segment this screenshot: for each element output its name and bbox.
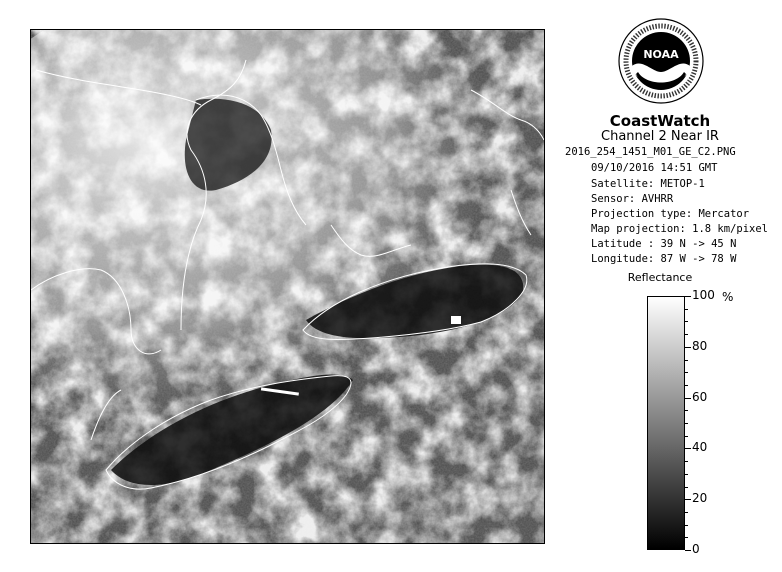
colorbar-tick-label: 80 bbox=[692, 338, 708, 353]
colorbar-minor-tick bbox=[685, 512, 688, 513]
colorbar-minor-tick bbox=[685, 525, 688, 526]
meta-latitude: Latitude : 39 N -> 45 N bbox=[591, 238, 737, 250]
colorbar-tick bbox=[685, 499, 691, 500]
colorbar-minor-tick bbox=[685, 321, 688, 322]
meta-projection: Projection type: Mercator bbox=[591, 208, 750, 220]
colorbar-minor-tick bbox=[685, 309, 688, 310]
colorbar-minor-tick bbox=[685, 487, 688, 488]
colorbar-unit: % bbox=[722, 290, 734, 304]
meta-filename: 2016_254_1451_M01_GE_C2.PNG bbox=[565, 146, 736, 158]
colorbar-tick-label: 20 bbox=[692, 491, 708, 506]
colorbar-minor-tick bbox=[685, 360, 688, 361]
colorbar-minor-tick bbox=[685, 385, 688, 386]
noaa-logo-text: NOAA bbox=[643, 48, 679, 61]
subtitle: Channel 2 Near IR bbox=[601, 129, 719, 144]
colorbar-minor-tick bbox=[685, 423, 688, 424]
colorbar-minor-tick bbox=[685, 537, 688, 538]
colorbar-tick-label: 40 bbox=[692, 440, 708, 455]
title: CoastWatch bbox=[609, 112, 711, 130]
colorbar-tick bbox=[685, 398, 691, 399]
colorbar-tick bbox=[685, 448, 691, 449]
colorbar-tick-label: 0 bbox=[692, 542, 700, 556]
colorbar-tick bbox=[685, 296, 691, 297]
colorbar-minor-tick bbox=[685, 461, 688, 462]
satellite-map bbox=[30, 29, 545, 544]
colorbar-tick-label: 100 bbox=[692, 288, 715, 302]
meta-longitude: Longitude: 87 W -> 78 W bbox=[591, 253, 737, 265]
meta-map-projection: Map projection: 1.8 km/pixel bbox=[591, 223, 769, 235]
colorbar-minor-tick bbox=[685, 436, 688, 437]
meta-sensor: Sensor: AVHRR bbox=[591, 193, 674, 205]
colorbar-tick bbox=[685, 347, 691, 348]
map-image bbox=[31, 30, 544, 543]
colorbar bbox=[647, 296, 685, 550]
colorbar-title: Reflectance bbox=[627, 271, 693, 284]
colorbar-tick-label: 60 bbox=[692, 389, 708, 404]
colorbar-tick bbox=[685, 550, 691, 551]
colorbar-minor-tick bbox=[685, 474, 688, 475]
colorbar-minor-tick bbox=[685, 334, 688, 335]
noaa-logo bbox=[618, 18, 704, 104]
meta-datetime: 09/10/2016 14:51 GMT bbox=[591, 162, 718, 174]
meta-satellite: Satellite: METOP-1 bbox=[591, 178, 705, 190]
colorbar-minor-tick bbox=[685, 410, 688, 411]
bright-cloud-patch bbox=[451, 316, 461, 324]
colorbar-minor-tick bbox=[685, 372, 688, 373]
